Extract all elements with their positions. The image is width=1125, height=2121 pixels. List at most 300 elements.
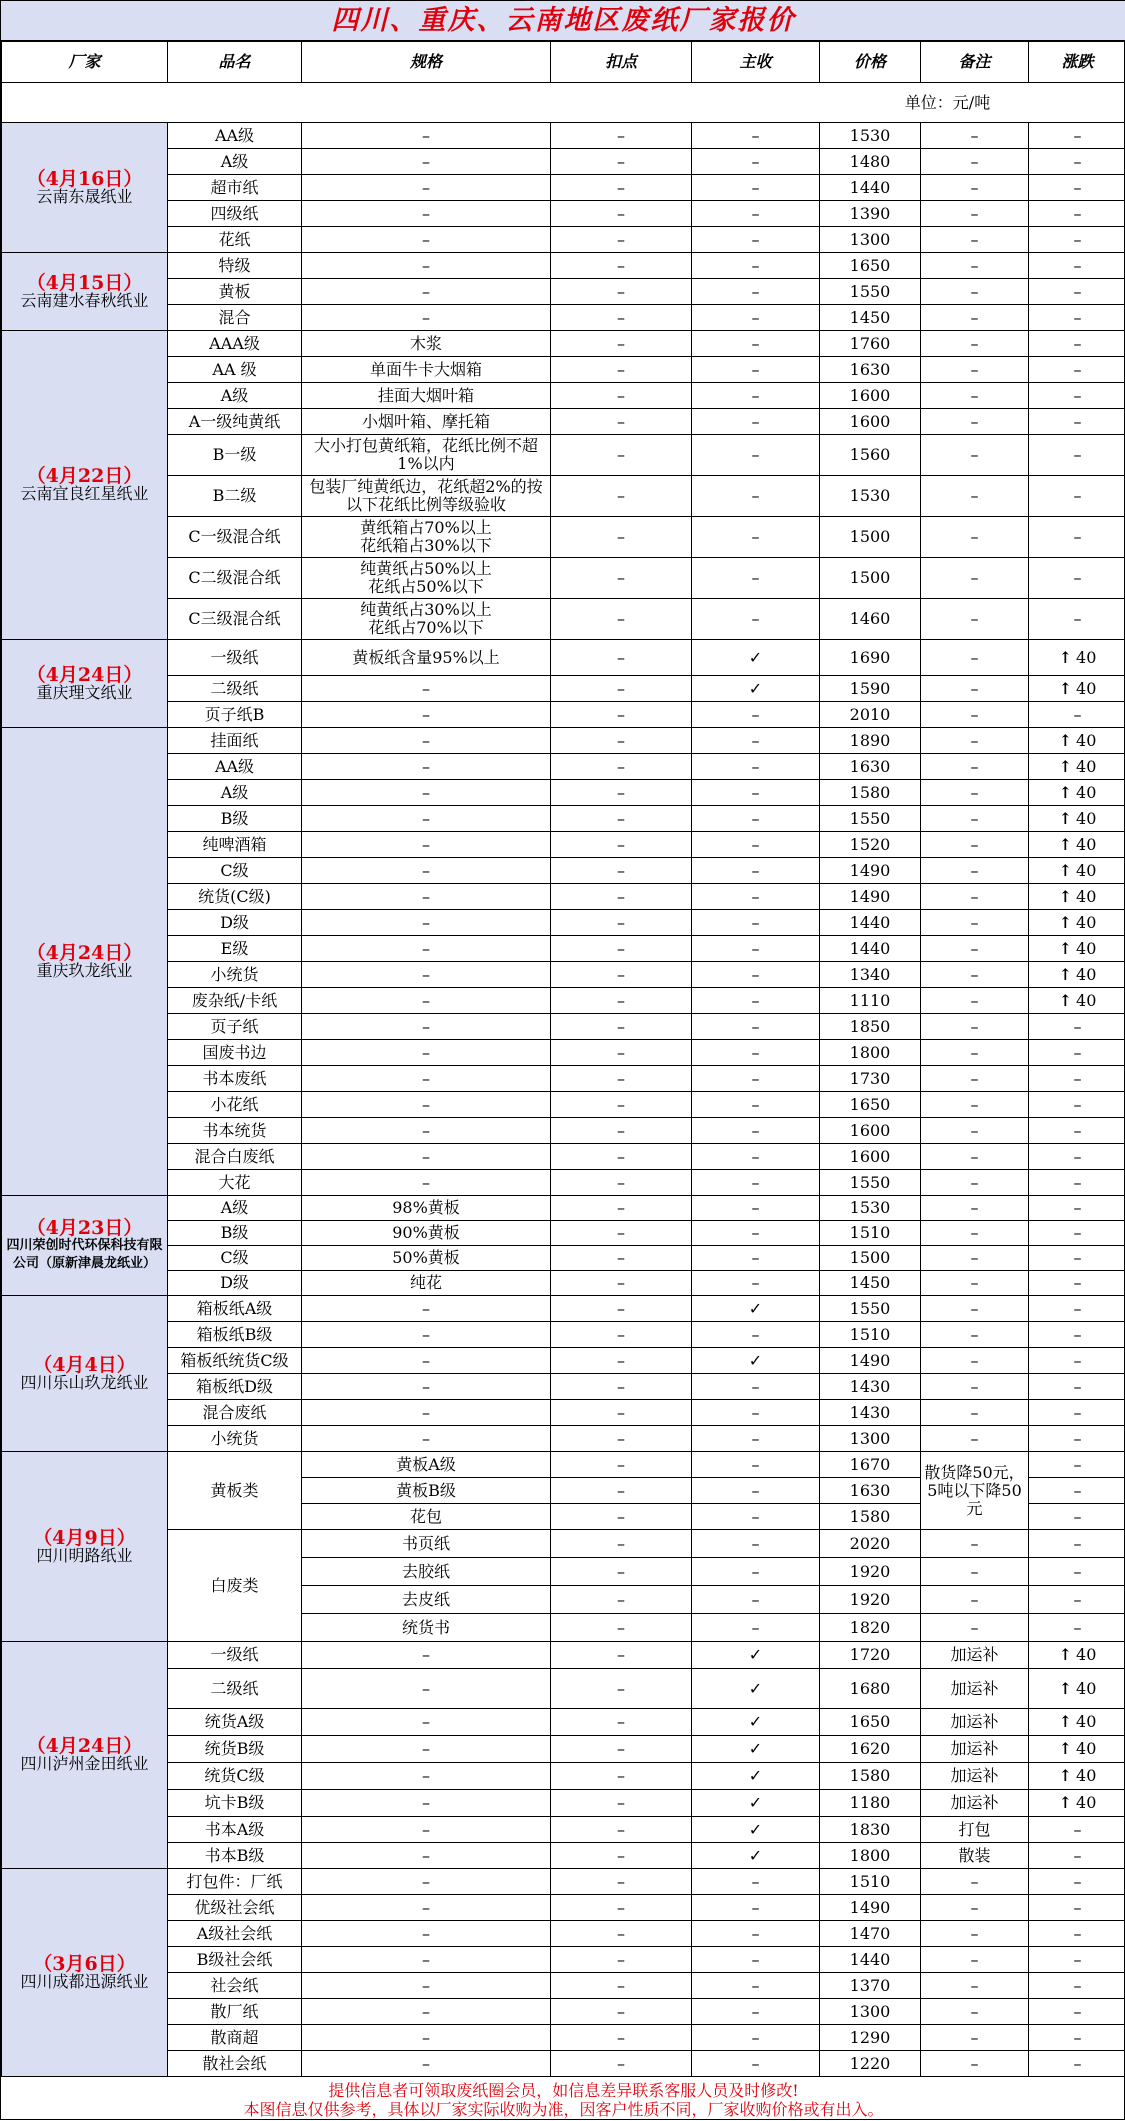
table-row [2, 1348, 1125, 1374]
note-cell: – [921, 754, 1029, 780]
table-row [2, 832, 1125, 858]
note-cell: 加运补 [921, 1790, 1029, 1817]
product-cell: 书本A级 [168, 1817, 302, 1843]
product-cell: 挂面纸 [168, 728, 302, 754]
note-cell: – [921, 123, 1029, 149]
change-cell: – [1029, 253, 1125, 279]
main-cell: – [692, 806, 820, 832]
table-row [2, 962, 1125, 988]
deduct-cell: – [551, 1066, 692, 1092]
change-cell: – [1029, 409, 1125, 435]
main-cell: ✓ [692, 1843, 820, 1869]
spec-cell: 去皮纸 [302, 1586, 551, 1614]
product-cell: AA 级 [168, 357, 302, 383]
spec-cell: 纯花 [302, 1271, 551, 1296]
spec-cell: – [302, 936, 551, 962]
product-cell: 小统货 [168, 962, 302, 988]
spec-cell: – [302, 2025, 551, 2051]
price-up-value: ↑ 40 [1059, 835, 1097, 854]
note-cell: – [921, 357, 1029, 383]
note-cell: – [921, 1558, 1029, 1586]
note-cell: 加运补 [921, 1669, 1029, 1709]
price-cell: 1490 [820, 884, 921, 910]
main-cell: – [692, 1478, 820, 1504]
table-row [2, 1374, 1125, 1400]
note-cell: – [921, 279, 1029, 305]
price-up-value: ↑ 40 [1059, 1679, 1097, 1698]
table-row [2, 1066, 1125, 1092]
main-cell: – [692, 1014, 820, 1040]
deduct-cell: – [551, 227, 692, 253]
change-cell: – [1029, 1530, 1125, 1558]
footer-line-1: 提供信息者可领取废纸圈会员，如信息差异联系客服人员及时修改! [1, 2081, 1125, 2100]
spec-cell: 大小打包黄纸箱，花纸比例不超1%以内 [302, 435, 551, 476]
spec-cell: – [302, 1736, 551, 1763]
spec-cell: – [302, 702, 551, 728]
main-cell: – [692, 1947, 820, 1973]
price-up-value: ↑ 40 [1059, 887, 1097, 906]
product-cell: 国废书边 [168, 1040, 302, 1066]
price-cell: 1480 [820, 149, 921, 175]
price-cell: 1390 [820, 201, 921, 227]
price-up-value: ↑ 40 [1059, 679, 1097, 698]
table-row [2, 780, 1125, 806]
note-cell: – [921, 1271, 1029, 1296]
change-cell: – [1029, 175, 1125, 201]
price-cell: 2020 [820, 1530, 921, 1558]
table-row [2, 435, 1125, 476]
change-cell: – [1029, 1586, 1125, 1614]
main-cell: – [692, 962, 820, 988]
change-cell: – [1029, 702, 1125, 728]
note-cell: – [921, 1400, 1029, 1426]
note-cell: 加运补 [921, 1736, 1029, 1763]
product-cell: 黄板 [168, 279, 302, 305]
main-cell: ✓ [692, 1709, 820, 1736]
deduct-cell: – [551, 1426, 692, 1452]
table-row [2, 988, 1125, 1014]
deduct-cell: – [551, 1999, 692, 2025]
price-up-value: ↑ 40 [1059, 783, 1097, 802]
price-cell: 1920 [820, 1558, 921, 1586]
change-cell: – [1029, 1973, 1125, 1999]
note-cell: 加运补 [921, 1763, 1029, 1790]
price-cell: 1920 [820, 1586, 921, 1614]
table-row [2, 517, 1125, 558]
table-row [2, 227, 1125, 253]
change-cell: – [1029, 1921, 1125, 1947]
change-cell: – [1029, 279, 1125, 305]
main-cell: – [692, 702, 820, 728]
table-row [2, 1452, 1125, 1478]
main-cell: – [692, 149, 820, 175]
spec-cell: 木浆 [302, 331, 551, 357]
price-up-value: ↑ 40 [1059, 1766, 1097, 1785]
footer-line-2: 本图信息仅供参考，具体以厂家实际收购为准，因客户性质不同，厂家收购价格或有出入。 [1, 2100, 1125, 2119]
product-cell: 优级社会纸 [168, 1895, 302, 1921]
change-cell: – [1029, 599, 1125, 640]
price-cell: 1630 [820, 754, 921, 780]
main-cell: – [692, 201, 820, 227]
main-cell: ✓ [692, 1348, 820, 1374]
spec-cell: 单面牛卡大烟箱 [302, 357, 551, 383]
change-cell [1029, 754, 1125, 780]
note-cell: – [921, 936, 1029, 962]
spec-cell: – [302, 1144, 551, 1170]
table-row [2, 936, 1125, 962]
table-row [2, 1296, 1125, 1322]
price-cell: 1510 [820, 1869, 921, 1895]
table-row [2, 599, 1125, 640]
change-cell: – [1029, 1504, 1125, 1530]
change-cell [1029, 728, 1125, 754]
price-cell: 1460 [820, 599, 921, 640]
change-cell: – [1029, 1374, 1125, 1400]
deduct-cell: – [551, 910, 692, 936]
spec-cell: – [302, 780, 551, 806]
change-cell [1029, 640, 1125, 676]
table-row [2, 1669, 1125, 1709]
price-cell: 1450 [820, 1271, 921, 1296]
main-cell: – [692, 1973, 820, 1999]
deduct-cell: – [551, 1614, 692, 1642]
factory-date: （4月23日） [2, 1219, 167, 1237]
header-factory: 厂家 [2, 42, 168, 83]
table-row [2, 1817, 1125, 1843]
main-cell: – [692, 1196, 820, 1221]
table-row [2, 1736, 1125, 1763]
change-cell [1029, 1763, 1125, 1790]
product-cell: D级 [168, 910, 302, 936]
product-cell: 四级纸 [168, 201, 302, 227]
price-cell: 1110 [820, 988, 921, 1014]
price-up-value: ↑ 40 [1059, 1645, 1097, 1664]
factory-name: 四川成都迅源纸业 [2, 1973, 167, 1991]
change-cell: – [1029, 201, 1125, 227]
deduct-cell: – [551, 962, 692, 988]
note-cell: – [921, 806, 1029, 832]
deduct-cell: – [551, 1092, 692, 1118]
category-cell: 白废类 [168, 1530, 302, 1642]
price-cell: 1830 [820, 1817, 921, 1843]
price-cell: 1510 [820, 1221, 921, 1246]
deduct-cell: – [551, 1736, 692, 1763]
main-cell: – [692, 2025, 820, 2051]
note-cell: – [921, 884, 1029, 910]
deduct-cell: – [551, 1196, 692, 1221]
price-cell: 1500 [820, 517, 921, 558]
note-cell: – [921, 1246, 1029, 1271]
note-cell: – [921, 1144, 1029, 1170]
spec-cell: – [302, 806, 551, 832]
note-cell: 散货降50元，5吨以下降50元 [921, 1452, 1029, 1530]
table-row [2, 858, 1125, 884]
spec-cell: – [302, 988, 551, 1014]
price-cell: 1300 [820, 1426, 921, 1452]
deduct-cell: – [551, 517, 692, 558]
change-cell: – [1029, 1296, 1125, 1322]
price-up-value: ↑ 40 [1059, 1793, 1097, 1812]
price-cell: 1370 [820, 1973, 921, 1999]
change-cell: – [1029, 2025, 1125, 2051]
spec-cell: – [302, 1709, 551, 1736]
product-cell: B一级 [168, 435, 302, 476]
table-row [2, 1170, 1125, 1196]
factory-cell [2, 1452, 168, 1642]
change-cell [1029, 936, 1125, 962]
note-cell: – [921, 253, 1029, 279]
deduct-cell: – [551, 754, 692, 780]
table-row [2, 331, 1125, 357]
main-cell: ✓ [692, 640, 820, 676]
price-cell: 1520 [820, 832, 921, 858]
change-cell: – [1029, 227, 1125, 253]
deduct-cell: – [551, 1221, 692, 1246]
deduct-cell: – [551, 1947, 692, 1973]
spec-cell: – [302, 1296, 551, 1322]
price-cell: 1430 [820, 1400, 921, 1426]
table-row [2, 175, 1125, 201]
main-cell: – [692, 754, 820, 780]
note-cell: – [921, 1118, 1029, 1144]
price-cell: 1600 [820, 383, 921, 409]
product-cell: B级 [168, 1221, 302, 1246]
main-cell: – [692, 988, 820, 1014]
change-cell: – [1029, 1817, 1125, 1843]
main-cell: – [692, 175, 820, 201]
change-cell: – [1029, 517, 1125, 558]
spec-cell: 纯黄纸占50%以上 花纸占50%以下 [302, 558, 551, 599]
price-cell: 1670 [820, 1452, 921, 1478]
factory-date: （3月6日） [2, 1955, 167, 1973]
deduct-cell: – [551, 305, 692, 331]
table-row [2, 1221, 1125, 1246]
change-cell: – [1029, 1452, 1125, 1478]
price-cell: 1340 [820, 962, 921, 988]
price-cell: 1300 [820, 1999, 921, 2025]
note-cell: – [921, 858, 1029, 884]
main-cell: – [692, 1400, 820, 1426]
product-cell: 特级 [168, 253, 302, 279]
table-row [2, 1947, 1125, 1973]
main-cell: – [692, 305, 820, 331]
note-cell: – [921, 1426, 1029, 1452]
price-cell: 1620 [820, 1736, 921, 1763]
change-cell: – [1029, 305, 1125, 331]
spec-cell: 小烟叶箱、摩托箱 [302, 409, 551, 435]
main-cell: – [692, 1066, 820, 1092]
main-cell: – [692, 558, 820, 599]
product-cell: 书本统货 [168, 1118, 302, 1144]
deduct-cell: – [551, 1504, 692, 1530]
note-cell: – [921, 2025, 1029, 2051]
note-cell: 加运补 [921, 1642, 1029, 1669]
deduct-cell: – [551, 599, 692, 640]
spec-cell: 98%黄板 [302, 1196, 551, 1221]
deduct-cell: – [551, 253, 692, 279]
note-cell: – [921, 1921, 1029, 1947]
main-cell: – [692, 253, 820, 279]
product-cell: 统货B级 [168, 1736, 302, 1763]
price-cell: 1290 [820, 2025, 921, 2051]
change-cell [1029, 1669, 1125, 1709]
price-up-value: ↑ 40 [1059, 913, 1097, 932]
main-cell: – [692, 1118, 820, 1144]
table-row [2, 1921, 1125, 1947]
main-cell: – [692, 1999, 820, 2025]
change-cell: – [1029, 1614, 1125, 1642]
main-cell: – [692, 1040, 820, 1066]
factory-date: （4月15日） [2, 274, 167, 292]
spec-cell: – [302, 1973, 551, 1999]
deduct-cell: – [551, 1348, 692, 1374]
table-row [2, 1895, 1125, 1921]
footer-notice [1, 2079, 1125, 2121]
note-cell: – [921, 2051, 1029, 2077]
product-cell: 页子纸B [168, 702, 302, 728]
deduct-cell: – [551, 175, 692, 201]
spec-cell: – [302, 1400, 551, 1426]
change-cell: – [1029, 558, 1125, 599]
price-cell: 1490 [820, 1348, 921, 1374]
main-cell: – [692, 1092, 820, 1118]
deduct-cell: – [551, 780, 692, 806]
deduct-cell: – [551, 1014, 692, 1040]
main-cell: ✓ [692, 1736, 820, 1763]
main-cell: – [692, 1504, 820, 1530]
product-cell: 大花 [168, 1170, 302, 1196]
deduct-cell: – [551, 988, 692, 1014]
price-cell: 1690 [820, 640, 921, 676]
price-cell: 1580 [820, 1763, 921, 1790]
spec-cell: – [302, 1118, 551, 1144]
price-table-body [2, 42, 1125, 2077]
product-cell: 花纸 [168, 227, 302, 253]
factory-cell [2, 1642, 168, 1869]
change-cell [1029, 910, 1125, 936]
table-row [2, 702, 1125, 728]
main-cell: – [692, 780, 820, 806]
deduct-cell: – [551, 1869, 692, 1895]
note-cell: – [921, 1296, 1029, 1322]
spec-cell: – [302, 1170, 551, 1196]
main-cell: ✓ [692, 1669, 820, 1709]
spec-cell: – [302, 253, 551, 279]
spec-cell: 90%黄板 [302, 1221, 551, 1246]
spec-cell: – [302, 279, 551, 305]
price-cell: 2010 [820, 702, 921, 728]
product-cell: 打包件：厂纸 [168, 1869, 302, 1895]
price-cell: 1530 [820, 1196, 921, 1221]
price-cell: 1530 [820, 123, 921, 149]
product-cell: C一级混合纸 [168, 517, 302, 558]
deduct-cell: – [551, 1374, 692, 1400]
product-cell: AA级 [168, 754, 302, 780]
table-row [2, 640, 1125, 676]
price-cell: 1550 [820, 1170, 921, 1196]
deduct-cell: – [551, 2051, 692, 2077]
product-cell: 箱板纸D级 [168, 1374, 302, 1400]
factory-cell [2, 331, 168, 640]
product-cell: 散社会纸 [168, 2051, 302, 2077]
product-cell: 书本废纸 [168, 1066, 302, 1092]
price-cell: 1800 [820, 1843, 921, 1869]
price-cell: 1500 [820, 558, 921, 599]
main-cell: – [692, 1869, 820, 1895]
price-cell: 1550 [820, 279, 921, 305]
change-cell: – [1029, 1895, 1125, 1921]
main-cell: – [692, 728, 820, 754]
main-cell: – [692, 1426, 820, 1452]
factory-name: 四川明路纸业 [2, 1547, 167, 1565]
spec-cell: – [302, 858, 551, 884]
note-cell: – [921, 1586, 1029, 1614]
table-row [2, 1530, 1125, 1558]
factory-name: 云南宜良红星纸业 [2, 485, 167, 503]
header-main: 主收 [692, 42, 820, 83]
header-product: 品名 [168, 42, 302, 83]
deduct-cell: – [551, 1763, 692, 1790]
product-cell: A级 [168, 780, 302, 806]
spec-cell: – [302, 1322, 551, 1348]
table-row [2, 558, 1125, 599]
change-cell: – [1029, 383, 1125, 409]
table-row [2, 1843, 1125, 1869]
product-cell: C级 [168, 1246, 302, 1271]
spec-cell: 包装厂纯黄纸边，花纸超2%的按以下花纸比例等级验收 [302, 476, 551, 517]
price-cell: 1510 [820, 1322, 921, 1348]
note-cell: – [921, 1196, 1029, 1221]
table-row [2, 1709, 1125, 1736]
product-cell: AAA级 [168, 331, 302, 357]
note-cell: – [921, 1614, 1029, 1642]
table-row [2, 123, 1125, 149]
table-row [2, 676, 1125, 702]
spec-cell: – [302, 962, 551, 988]
change-cell: – [1029, 1843, 1125, 1869]
product-cell: 废杂纸/卡纸 [168, 988, 302, 1014]
factory-name: 云南东晟纸业 [2, 188, 167, 206]
price-cell: 1430 [820, 1374, 921, 1400]
price-cell: 1600 [820, 1118, 921, 1144]
change-cell: – [1029, 1092, 1125, 1118]
price-cell: 1530 [820, 476, 921, 517]
factory-date: （4月24日） [2, 666, 167, 684]
price-cell: 1650 [820, 1709, 921, 1736]
table-row [2, 253, 1125, 279]
product-cell: 混合白废纸 [168, 1144, 302, 1170]
change-cell: – [1029, 435, 1125, 476]
table-row [2, 1040, 1125, 1066]
change-cell: – [1029, 149, 1125, 175]
table-row [2, 476, 1125, 517]
change-cell [1029, 780, 1125, 806]
deduct-cell: – [551, 806, 692, 832]
note-cell: – [921, 1092, 1029, 1118]
note-cell: – [921, 1014, 1029, 1040]
price-cell: 1500 [820, 1246, 921, 1271]
price-cell: 1550 [820, 806, 921, 832]
deduct-cell: – [551, 1709, 692, 1736]
note-cell: – [921, 1040, 1029, 1066]
main-cell: – [692, 1558, 820, 1586]
product-cell: A级 [168, 383, 302, 409]
factory-date: （4月22日） [2, 467, 167, 485]
main-cell: – [692, 1322, 820, 1348]
main-cell: – [692, 517, 820, 558]
price-up-value: ↑ 40 [1059, 757, 1097, 776]
spec-cell: 黄纸箱占70%以上 花纸箱占30%以下 [302, 517, 551, 558]
